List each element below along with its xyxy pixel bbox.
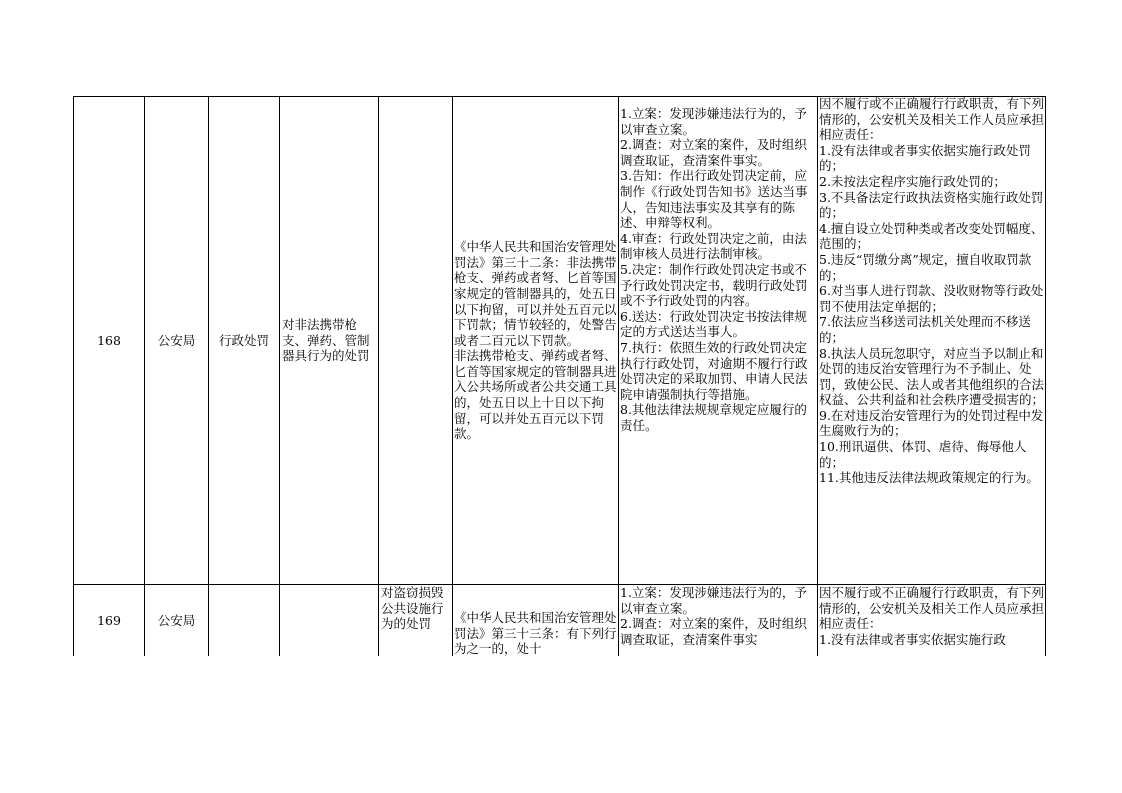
legal-basis-cell xyxy=(454,610,617,656)
row-number xyxy=(74,97,144,584)
sub-item-cell xyxy=(381,97,451,584)
liability-text: 因不履行或不正确履行行政职责，有下列情形的，公安机关及相关工作人员应承担相应责任： 1.没有法律或者事实依据实施行政处罚的； 2.未按法定程序实施行政处罚的； 3.不具备法定行政执法资格实施行政处罚的； 4.擅自设立处罚种类或者改变处罚幅度、范围的； 5.违反“罚缴分离”规定，擅自收取罚款的； 6.对当事人进行罚款、没收财物等行政处罚不使用法定单据的； 7.依法应当移送司法机关处理而不移送的； 8.执法人员玩忽职守，对应当予以制止和处罚的违反治安管理行为不予制止、处罚，致使公民、法人或者其他组织的合法权益、公共利益和社会秩序遭受损害的； 9.在对违反治安管理行为的处罚过程中发生腐败行为的； 10.刑讯逼供、体罚、虐待、侮辱他人的； 11.其他违反法律法规政策规定的行为。 xyxy=(819,96,1044,486)
legal-basis-text: 《中华人民共和国治安管理处罚法》第三十三条：有下列行为之一的，处十 xyxy=(454,610,617,656)
grid-line xyxy=(817,96,818,656)
item-name-cell xyxy=(282,97,376,584)
item-name-text: 对非法携带枪支、弹药、管制器具行为的处罚 xyxy=(282,317,370,364)
department-cell xyxy=(145,97,208,584)
department-text: 公安局 xyxy=(157,612,196,628)
grid-line xyxy=(452,96,453,656)
row-number xyxy=(74,585,144,656)
process-text: 1.立案：发现涉嫌违法行为的，予以审查立案。 2.调查：对立案的案件，及时组织调查取证，查清案件事实 xyxy=(620,585,807,647)
process-text: 1.立案：发现涉嫌违法行为的，予以审查立案。 2.调查：对立案的案件，及时组织调查取证，查清案件事实。 3.告知：作出行政处罚决定前，应制作《行政处罚告知书》送达当事人，告知违法事实及其享有的陈述、申辩等权利。 4.审查：行政处罚决定之前，由法制审核人员进行法制审核。 5.决定：制作行政处罚决定书或不予行政处罚决定书，载明行政处罚或不予行政处罚的内容。 6.送达：行政处罚决定书按法律规定的方式送达当事人。 7.执行：依照生效的行政处罚决定执行行政处罚，对逾期不履行行政处罚决定的采取加罚、申请人民法院申请强制执行等措施。 8.其他法律法规规章规定应履行的责任。 xyxy=(620,106,808,433)
grid-line xyxy=(279,96,280,656)
grid-line xyxy=(618,96,619,656)
legal-basis-text: 《中华人民共和国治安管理处罚法》第三十二条：非法携带枪支、弹药或者弩、匕首等国家规定的管制器具的，处五日以下拘留，可以并处五百元以下罚款；情节较轻的，处警告或者二百元以下罚款。 非法携带枪支、弹药或者弩、匕首等国家规定的管制器具进入公共场所或者公共交通工具的，处五日以上十日以下拘留，可以并处五百元以下罚款。 xyxy=(454,239,617,442)
liability-cell xyxy=(819,585,1044,656)
power-type-cell xyxy=(209,585,279,656)
item-name-cell xyxy=(282,585,376,656)
liability-text: 因不履行或不正确履行行政职责，有下列情形的，公安机关及相关工作人员应承担相应责任： 1.没有法律或者事实依据实施行政 xyxy=(819,585,1044,647)
process-cell xyxy=(620,585,816,656)
liability-cell xyxy=(819,96,1044,584)
grid-line xyxy=(1045,96,1046,656)
permission-table xyxy=(73,96,1046,656)
department-cell xyxy=(145,585,208,656)
power-type-cell xyxy=(209,97,279,584)
row-number-text: 168 xyxy=(97,332,121,348)
grid-line xyxy=(378,96,379,656)
process-cell xyxy=(620,106,816,583)
sub-item-cell xyxy=(381,585,451,656)
power-type-text: 行政处罚 xyxy=(218,332,269,348)
legal-basis-cell xyxy=(454,97,617,584)
sub-item-text: 对盗窃损毁公共设施行为的处罚 xyxy=(381,585,444,632)
department-text: 公安局 xyxy=(157,332,196,348)
row-number-text: 169 xyxy=(97,612,121,628)
